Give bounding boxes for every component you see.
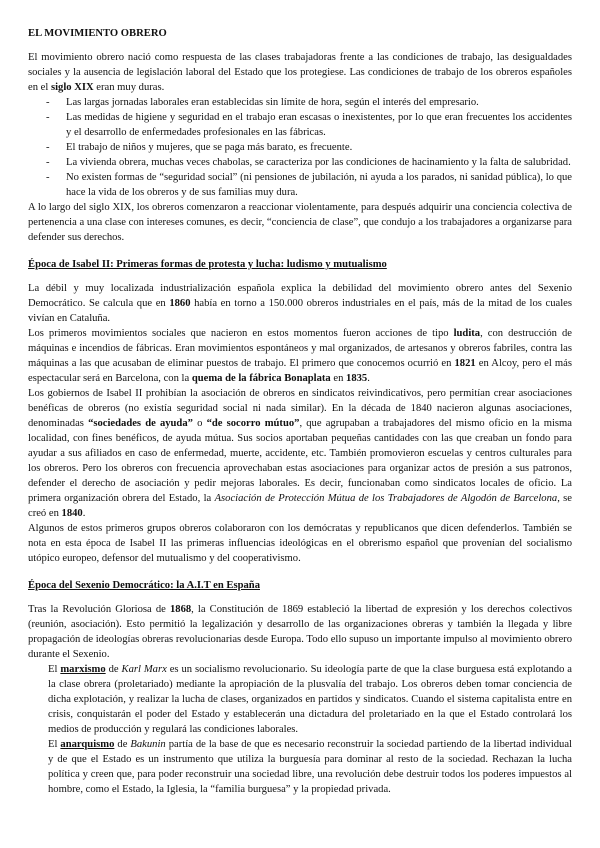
text: . bbox=[367, 373, 370, 384]
text: de bbox=[105, 664, 122, 675]
bold-text: quema de la fábrica Bonaplata bbox=[191, 373, 331, 384]
text: Tras la Revolución Gloriosa de bbox=[28, 604, 170, 615]
section-heading-isabel-ii: Época de Isabel II: Primeras formas de protesta y lucha: ludismo y mutualismo bbox=[28, 259, 387, 270]
text: Los gobiernos de Isabel II prohibían la asociación de obreros en sindicatos reivindicativos, pero permitían crear asociaciones benéficas de obreros (no existía seguridad social ni nada similar). En la década de 1840 nacieron algunas asociaciones, denominadas bbox=[28, 388, 572, 429]
paragraph bbox=[28, 281, 572, 326]
bold-text: 1840 bbox=[61, 508, 83, 519]
dash-marker: - bbox=[46, 97, 50, 108]
text: o bbox=[192, 418, 207, 429]
intro-paragraph bbox=[28, 50, 572, 95]
paragraph: Algunos de estos primeros grupos obreros colaboraron con los demócratas y republicanos que dicen defenderlos. También se nota en esta época de Isabel II las primeras influencias ideológicas en el obrerismo español que provenían del socialismo utópico europeo, defensor del mutualismo y del cooperativismo. bbox=[28, 523, 572, 564]
list-item-text: Las medidas de higiene y seguridad en el trabajo eran escasas o inexistentes, por lo que eran frecuentes los accidentes y el desarrollo de enfermedades profesionales en las fábricas. bbox=[66, 112, 572, 138]
text: , se creó en bbox=[28, 493, 573, 519]
bold-text: “de socorro mútuo” bbox=[206, 418, 300, 429]
bold-text: 1868 bbox=[169, 604, 192, 615]
italic-text: Asociación de Protección Mútua de los Trabajadores de Algodón de Barcelona bbox=[214, 493, 558, 504]
list-item bbox=[28, 110, 572, 140]
document-title: EL MOVIMIENTO OBRERO bbox=[28, 28, 167, 39]
list-item bbox=[28, 95, 572, 110]
dash-marker: - bbox=[46, 157, 50, 168]
text: había en torno a 150.000 obreros industriales en el país, más de la mitad de los cuales vivían en Cataluña. bbox=[28, 298, 572, 324]
text: El bbox=[48, 664, 61, 675]
list-item bbox=[28, 140, 572, 155]
list-item bbox=[28, 155, 572, 170]
text: eran muy duras. bbox=[93, 82, 165, 93]
list-item-text: El trabajo de niños y mujeres, que se paga más barato, es frecuente. bbox=[66, 142, 353, 153]
text: , que agrupaban a trabajadores del mismo oficio en la misma localidad, con fines benéficos, de ayuda mútua. Sus socios aportaban pequeñas cantidades con las que creaban un fondo para ayudar a sus afiliados en caso de enfermedad, muerte, accidente, etc. También promovieron escuelas y centros culturales para los obreros. Pero los obreros con frecuencia aprovechaban estas asociaciones para organizar actos de presión a sus patronos, defender el derecho de asociación y pedir mejoras laborales. Es decir, funcionaban como sindicatos locales de oficio. La primera organización obrera del Estado, la bbox=[28, 418, 572, 504]
bold-text: 1821 bbox=[454, 358, 476, 369]
bold-underlined-text: anarquismo bbox=[60, 739, 115, 750]
bold-text: 1835 bbox=[346, 373, 368, 384]
text: La débil y muy localizada industrialización española explica la debilidad del movimiento obrero antes del Sexenio Democrático. Se calcula que en bbox=[28, 283, 572, 309]
text: El movimiento obrero nació como respuesta de las clases trabajadoras frente a las condiciones de trabajo, las desigualdades sociales y la ausencia de legislación laboral del Estado que los protegiese. Las condiciones de trabajo de los obreros españoles en el bbox=[28, 52, 572, 93]
paragraph-marxismo bbox=[28, 662, 572, 737]
conditions-list bbox=[28, 95, 572, 200]
dash-marker: - bbox=[46, 142, 50, 153]
document-page bbox=[28, 26, 572, 797]
text: El bbox=[48, 739, 61, 750]
text: en bbox=[330, 373, 347, 384]
text: . bbox=[82, 508, 86, 519]
intro-paragraph-2: A lo largo del siglo XIX, los obreros comenzaron a reaccionar violentamente, para después adquirir una conciencia colectiva de pertenencia a una clase con intereses comunes, es decir, “conciencia de clase”, que condujo a los trabajadores a organizarse para defender sus derechos. bbox=[28, 202, 572, 243]
list-item bbox=[28, 170, 572, 200]
text: Los primeros movimientos sociales que nacieron en estos momentos fueron acciones de tipo bbox=[28, 328, 454, 339]
text: , con destrucción de máquinas e incendios de fábricas. Eran movimientos espontáneos y mal organizados, de artesanos y obreros fabriles, contra las máquinas a las que acusaban de eliminar puestos de trabajo. El primero que conocemos ocurrió en bbox=[28, 328, 572, 369]
list-item-text: La vivienda obrera, muchas veces chabolas, se caracteriza por las condiciones de hacinamiento y la falta de salubridad. bbox=[66, 157, 571, 168]
text: en Alcoy, pero el más espectacular será en Barcelona, con la bbox=[28, 358, 572, 384]
bold-text: siglo XIX bbox=[50, 82, 94, 93]
paragraph bbox=[28, 326, 572, 386]
bold-text: 1860 bbox=[169, 298, 191, 309]
bold-text: “sociedades de ayuda” bbox=[88, 418, 193, 429]
list-item-text: No existen formas de “seguridad social” (ni pensiones de jubilación, ni ayuda a los parados, ni sanidad pública), lo que hace la vida de los obreros y de sus familias muy dura. bbox=[66, 172, 572, 198]
paragraph bbox=[28, 602, 572, 662]
italic-text: Bakunin bbox=[130, 739, 166, 750]
list-item-text: Las largas jornadas laborales eran establecidas sin límite de hora, según el interés del empresario. bbox=[66, 97, 479, 108]
dash-marker: - bbox=[46, 112, 50, 123]
dash-marker: - bbox=[46, 172, 50, 183]
section-heading-sexenio: Época del Sexenio Democrático: la A.I.T en España bbox=[28, 580, 260, 591]
bold-text: ludita bbox=[453, 328, 481, 339]
paragraph-anarquismo bbox=[28, 737, 572, 797]
text: , la Constitución de 1869 estableció la libertad de expresión y los derechos colectivos (reunión, asociación). Esto permitió la legalización y desarrollo de las organizaciones obreras y también la llegada y libre propagación de ideologías obreras revolucionarias desde Europa. Todo ello supuso un importante impulso al movimiento obrero durante el Sexenio. bbox=[28, 604, 572, 660]
paragraph bbox=[28, 386, 572, 521]
bold-underlined-text: marxismo bbox=[60, 664, 106, 675]
italic-text: Karl Marx bbox=[121, 664, 167, 675]
text: es un socialismo revolucionario. Su ideología parte de que la clase burguesa está explotando a la clase obrera (proletariado) mediante la apropiación de la plusvalía del trabajo. Los obreros deben tomar conciencia de dicha explotación, y realizar la lucha de clases, organizados en partidos y sindicatos. Cuando el sistema capitalista entre en crisis, conquistarán el poder del Estado y establecerán una dictadura del proletariado en la que el Estado controlará los medios de producción y regulará las condiciones laborales. bbox=[48, 664, 572, 735]
text: partía de la base de que es necesario reconstruir la sociedad partiendo de la libertad individual y de que el Estado es un instrumento que utiliza la burguesía para dominar al resto de la sociedad. Rechazan la lucha política y creen que, para poder reconstruir una sociedad libre, una revolución debe destruir todos los poderes impuestos al hombre, como el Estado, la Iglesia, la “familia burguesa” y la propiedad privada. bbox=[48, 739, 572, 795]
text: de bbox=[114, 739, 131, 750]
